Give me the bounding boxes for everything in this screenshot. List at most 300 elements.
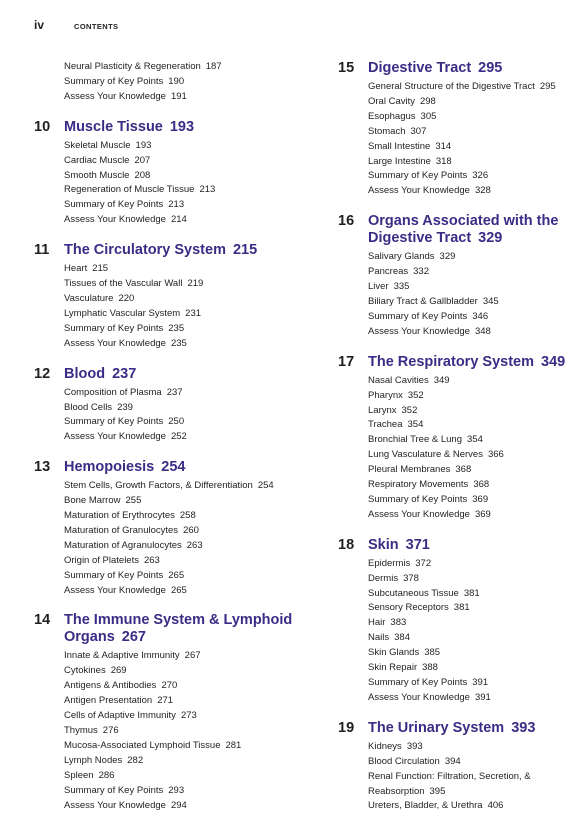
entry-page: 318: [435, 155, 452, 167]
chapter-page: 215: [232, 242, 258, 259]
toc-entry[interactable]: [64, 784, 324, 799]
toc-entry[interactable]: [64, 139, 324, 154]
chapter-entries: [64, 386, 324, 446]
entry-page: 314: [435, 140, 452, 152]
entry-page: 305: [420, 110, 437, 122]
chapter-18: [338, 537, 576, 706]
toc-entry[interactable]: [368, 755, 576, 770]
chapter-number: 13: [34, 459, 51, 476]
chapter-title: Digestive Tract: [368, 60, 472, 76]
entry-title: Nails: [368, 632, 390, 644]
chapter-number: 18: [338, 536, 355, 553]
chapter-title-block: [64, 612, 324, 646]
chapter-title: The Circulatory System: [64, 242, 226, 259]
entry-title: Tissues of the Vascular Wall: [64, 278, 183, 290]
toc-entry[interactable]: [368, 676, 576, 691]
chapter-heading[interactable]: [34, 459, 324, 476]
chapter-number: 14: [34, 612, 51, 629]
toc-entry[interactable]: [64, 494, 324, 509]
entry-page: 335: [393, 281, 410, 293]
toc-entry[interactable]: [64, 554, 324, 569]
entry-title: Ureters, Bladder, & Urethra: [368, 800, 483, 812]
toc-entry[interactable]: [64, 769, 324, 784]
entry-page: 193: [135, 139, 152, 151]
toc-entry[interactable]: [368, 265, 576, 280]
entry-title: Summary of Key Points: [368, 493, 468, 505]
chapter-title: Blood: [64, 365, 106, 382]
entry-title: Assess Your Knowledge: [368, 508, 470, 520]
chapter-page: 295: [478, 60, 503, 76]
chapter-title: Muscle Tissue: [64, 118, 163, 135]
chapter-heading[interactable]: [34, 119, 324, 136]
toc-entry[interactable]: [64, 169, 324, 184]
toc-entry[interactable]: [64, 509, 324, 524]
entry-page: 207: [134, 154, 151, 166]
entry-page: 190: [168, 75, 185, 87]
entry-title: Assess Your Knowledge: [368, 185, 470, 197]
toc-entry[interactable]: [64, 75, 324, 90]
chapter-15: [338, 60, 576, 199]
entry-page: 384: [394, 632, 410, 644]
entry-page: 348: [474, 325, 491, 337]
chapter-17: [338, 354, 576, 523]
right-chapter-list: [338, 60, 576, 814]
entry-page: 383: [390, 617, 407, 629]
chapter-title: Hemopoiesis: [64, 459, 155, 476]
entry-page: 187: [205, 61, 222, 72]
toc-entry[interactable]: [64, 539, 324, 554]
entry-title: Stem Cells, Growth Factors, & Differentiation: [64, 480, 253, 492]
entry-title: Assess Your Knowledge: [64, 584, 166, 596]
toc-entry[interactable]: [368, 155, 576, 170]
entry-title: Summary of Key Points: [64, 322, 164, 334]
entry-page: 276: [102, 725, 119, 736]
entry-page: 329: [439, 251, 456, 263]
chapter-11: [34, 242, 324, 351]
entry-page: 388: [422, 662, 438, 674]
toc-entry[interactable]: [64, 524, 324, 539]
toc-entry[interactable]: [64, 213, 324, 228]
chapter-page: 329: [478, 230, 503, 247]
toc-entry[interactable]: [368, 631, 576, 646]
toc-entry[interactable]: [64, 799, 324, 814]
entry-title: Summary of Key Points: [368, 677, 468, 688]
entry-title: Hair: [368, 617, 386, 629]
entry-page: 369: [472, 493, 489, 505]
chapter-heading[interactable]: [338, 537, 576, 554]
chapter-entries: [368, 557, 576, 706]
entry-title: Lymphatic Vascular System: [64, 307, 181, 319]
entry-page: 352: [407, 389, 424, 401]
entry-title: Antigen Presentation: [64, 695, 153, 707]
entry-page: 273: [180, 710, 197, 722]
entry-page: 191: [170, 90, 187, 102]
entry-title: Lymph Nodes: [64, 754, 123, 766]
entry-page: 345: [482, 295, 499, 307]
toc-entry[interactable]: [64, 337, 324, 352]
entry-page: 368: [455, 464, 472, 476]
entry-title: Bone Marrow: [64, 495, 121, 507]
entry-title: Assess Your Knowledge: [64, 337, 166, 349]
chapter-title-block: [368, 213, 576, 247]
chapter-page: 349: [541, 353, 566, 370]
toc-entry[interactable]: [368, 295, 576, 310]
toc-entry[interactable]: [64, 90, 324, 105]
entry-title: Mucosa-Associated Lymphoid Tissue: [64, 739, 221, 751]
chapter-page: 371: [405, 536, 430, 553]
entry-page: 368: [473, 479, 490, 491]
toc-entry[interactable]: [368, 404, 576, 419]
entry-title: Summary of Key Points: [64, 199, 164, 211]
chapter-number: 16: [338, 213, 355, 230]
entry-page: 281: [225, 739, 242, 751]
entry-page: 406: [487, 800, 504, 812]
entry-title: Larynx: [368, 404, 397, 416]
continued-entries: [64, 60, 324, 105]
entry-title: Composition of Plasma: [64, 386, 162, 398]
chapter-entries: [64, 139, 324, 228]
entry-page: 394: [444, 755, 461, 767]
toc-entry[interactable]: [64, 724, 324, 739]
entry-title: Oral Cavity: [368, 95, 415, 107]
chapter-page: 393: [511, 719, 536, 736]
entry-title: Esophagus: [368, 110, 416, 122]
toc-entry[interactable]: [64, 709, 324, 724]
entry-title: Renal Function: Filtration, Secretion, & Reabsorption: [368, 770, 531, 797]
toc-entry[interactable]: [368, 616, 576, 631]
entry-title: Sensory Receptors: [368, 602, 449, 614]
entry-page: 332: [413, 266, 429, 278]
toc-entry[interactable]: [368, 478, 576, 493]
toc-entry[interactable]: [368, 325, 576, 340]
entry-title: Origin of Platelets: [64, 554, 139, 566]
chapter-13: [34, 459, 324, 598]
toc-entry[interactable]: [368, 169, 576, 184]
entry-page: 381: [463, 587, 480, 599]
chapter-page: 237: [112, 365, 137, 382]
toc-entry[interactable]: [64, 664, 324, 679]
chapter-number: 12: [34, 365, 51, 382]
toc-entry[interactable]: [368, 572, 576, 587]
chapter-number: 19: [338, 719, 355, 736]
right-column: [338, 60, 576, 828]
entry-title: Maturation of Granulocytes: [64, 524, 179, 536]
entry-page: 282: [127, 754, 144, 766]
entry-title: Nasal Cavities: [368, 374, 429, 386]
entry-page: 294: [170, 799, 187, 811]
chapter-heading[interactable]: [34, 366, 324, 383]
toc-entry[interactable]: [368, 770, 553, 800]
entry-page: 366: [487, 449, 504, 461]
entry-title: Assess Your Knowledge: [368, 325, 470, 337]
entry-title: Skin Glands: [368, 647, 420, 659]
toc-entry[interactable]: [64, 277, 324, 292]
chapter-number: 11: [34, 242, 50, 259]
chapter-entries: [64, 479, 324, 598]
toc-entry[interactable]: [368, 433, 576, 448]
toc-entry[interactable]: [64, 401, 324, 416]
toc-entry[interactable]: [368, 448, 576, 463]
chapter-number: 10: [34, 118, 51, 135]
entry-title: Heart: [64, 263, 88, 275]
entry-title: Cardiac Muscle: [64, 154, 130, 166]
toc-entry[interactable]: [64, 694, 324, 709]
entry-page: 263: [186, 539, 203, 551]
toc-entry[interactable]: [368, 799, 576, 814]
entry-page: 307: [410, 125, 427, 137]
toc-entry[interactable]: [368, 601, 576, 616]
entry-page: 213: [199, 184, 216, 196]
toc-entry[interactable]: [368, 389, 576, 404]
entry-page: 265: [170, 584, 187, 596]
entry-page: 270: [161, 680, 178, 692]
entry-page: 395: [429, 785, 446, 797]
toc-entry[interactable]: [64, 569, 324, 584]
entry-page: 231: [185, 307, 202, 319]
chapter-16: [338, 213, 576, 339]
entry-title: Assess Your Knowledge: [368, 691, 470, 703]
entry-title: Blood Circulation: [368, 755, 440, 767]
entry-title: Large Intestine: [368, 155, 431, 167]
entry-title: Summary of Key Points: [64, 569, 164, 581]
chapter-entries: [64, 262, 324, 351]
entry-page: 250: [168, 416, 185, 428]
toc-entry[interactable]: [64, 154, 324, 169]
entry-page: 391: [472, 677, 489, 688]
chapter-number: 17: [338, 353, 355, 370]
toc-entry[interactable]: [368, 250, 576, 265]
chapter-heading[interactable]: [338, 213, 576, 247]
toc-entry[interactable]: [368, 691, 576, 706]
chapter-19: [338, 720, 576, 815]
entry-page: 214: [170, 214, 187, 226]
toc-entry[interactable]: [64, 479, 324, 494]
toc-entry[interactable]: [64, 415, 324, 430]
chapter-12: [34, 366, 324, 446]
entry-page: 260: [183, 524, 199, 536]
entry-title: Kidneys: [368, 740, 402, 752]
toc-entry[interactable]: [368, 140, 576, 155]
entry-page: 354: [467, 434, 483, 446]
entry-page: 346: [472, 310, 489, 322]
entry-title: Antigens & Antibodies: [64, 680, 157, 692]
entry-page: 263: [143, 554, 160, 566]
entry-title: Epidermis: [368, 557, 411, 569]
toc-entry[interactable]: [64, 262, 324, 277]
entry-page: 252: [170, 431, 187, 443]
entry-title: Cells of Adaptive Immunity: [64, 710, 176, 722]
toc-entry[interactable]: [64, 739, 324, 754]
entry-page: 269: [110, 665, 127, 677]
entry-page: 298: [419, 95, 436, 107]
entry-title: Neural Plasticity & Regeneration: [64, 61, 201, 72]
entry-page: 391: [474, 691, 491, 703]
page-number: iv: [34, 18, 45, 32]
entry-page: 265: [168, 569, 185, 581]
chapter-heading[interactable]: [338, 720, 576, 737]
chapter-heading[interactable]: [34, 242, 324, 259]
entry-title: Assess Your Knowledge: [64, 214, 166, 226]
entry-title: Vasculature: [64, 292, 114, 304]
toc-entry[interactable]: [64, 60, 324, 75]
chapter-heading[interactable]: [338, 354, 576, 371]
toc-entry[interactable]: [64, 679, 324, 694]
entry-page: 219: [187, 278, 204, 290]
chapter-title: The Urinary System: [368, 719, 505, 736]
entry-page: 354: [407, 419, 424, 431]
entry-page: 286: [98, 769, 115, 781]
toc-entry[interactable]: [64, 322, 324, 337]
entry-page: 271: [157, 695, 174, 707]
toc-entry[interactable]: [368, 418, 576, 433]
entry-title: Summary of Key Points: [64, 784, 164, 796]
chapter-title-block: [64, 459, 185, 476]
left-column: [34, 60, 324, 827]
chapter-title-block: [64, 366, 136, 383]
toc-entry[interactable]: [64, 754, 324, 769]
entry-page: 372: [415, 557, 432, 569]
toc-entry[interactable]: [64, 198, 324, 213]
entry-title: Salivary Glands: [368, 251, 435, 263]
chapter-entries: [368, 80, 576, 199]
entry-title: Pancreas: [368, 266, 409, 278]
entry-title: Pleural Membranes: [368, 464, 451, 476]
toc-entry[interactable]: [64, 649, 324, 664]
toc-entry[interactable]: [368, 80, 576, 95]
chapter-title: Skin: [368, 536, 399, 553]
entry-page: 239: [117, 401, 133, 413]
entry-page: 267: [184, 650, 201, 662]
entry-title: Thymus: [64, 725, 98, 736]
entry-title: General Structure of the Digestive Tract: [368, 81, 535, 92]
toc-entry[interactable]: [64, 183, 324, 198]
toc-entry[interactable]: [368, 508, 576, 523]
chapter-page: 193: [169, 118, 195, 135]
toc-entry[interactable]: [368, 110, 576, 125]
toc-entry[interactable]: [64, 430, 324, 445]
entry-title: Assess Your Knowledge: [64, 799, 166, 811]
entry-page: 369: [474, 508, 491, 520]
entry-page: 235: [168, 322, 185, 334]
left-chapter-list: [34, 119, 324, 814]
entry-page: 378: [403, 572, 419, 584]
entry-title: Regeneration of Muscle Tissue: [64, 184, 195, 196]
entry-page: 235: [170, 337, 187, 349]
entry-title: Skeletal Muscle: [64, 139, 131, 151]
toc-entry[interactable]: [64, 386, 324, 401]
toc-entry[interactable]: [64, 584, 324, 599]
chapter-entries: [368, 740, 576, 815]
chapter-title-block: [368, 537, 576, 554]
entry-page: 213: [168, 199, 185, 211]
entry-title: Biliary Tract & Gallbladder: [368, 295, 478, 307]
toc-entry[interactable]: [368, 587, 576, 602]
chapter-title-block: [368, 354, 576, 371]
chapter-entries: [64, 649, 324, 813]
entry-title: Spleen: [64, 769, 94, 781]
entry-title: Skin Repair: [368, 662, 418, 674]
entry-title: Summary of Key Points: [368, 310, 468, 322]
entry-title: Innate & Adaptive Immunity: [64, 650, 180, 662]
toc-entry[interactable]: [64, 307, 324, 322]
chapter-title: Organs Associated with the Digestive Tract: [368, 213, 559, 247]
chapter-10: [34, 119, 324, 228]
entry-page: 385: [424, 647, 441, 659]
entry-title: Assess Your Knowledge: [64, 90, 166, 102]
entry-title: Summary of Key Points: [64, 416, 164, 428]
toc-entry[interactable]: [368, 125, 576, 140]
entry-title: Pharynx: [368, 389, 403, 401]
chapter-title-block: [64, 242, 257, 259]
chapter-heading[interactable]: [34, 612, 324, 646]
toc-entry[interactable]: [64, 292, 324, 307]
entry-title: Respiratory Movements: [368, 479, 469, 491]
chapter-page: 254: [161, 459, 186, 476]
entry-title: Assess Your Knowledge: [64, 431, 166, 443]
entry-page: 349: [433, 374, 450, 386]
entry-page: 293: [168, 784, 185, 796]
entry-page: 220: [118, 292, 135, 304]
chapter-entries: [368, 250, 576, 339]
entry-page: 208: [134, 169, 151, 181]
entry-page: 352: [401, 404, 418, 416]
toc-entry[interactable]: [368, 374, 576, 389]
entry-title: Cytokines: [64, 665, 106, 677]
toc-entry[interactable]: [368, 740, 576, 755]
chapter-title-block: [64, 119, 194, 136]
toc-entry[interactable]: [368, 280, 576, 295]
running-head: CONTENTS: [74, 22, 119, 31]
entry-title: Summary of Key Points: [368, 170, 468, 182]
entry-page: 258: [179, 510, 196, 522]
entry-page: 254: [257, 480, 274, 492]
entry-title: Subcutaneous Tissue: [368, 587, 459, 599]
toc-entry[interactable]: [368, 557, 576, 572]
chapter-page: 267: [121, 629, 146, 646]
entry-title: Smooth Muscle: [64, 169, 130, 181]
entry-title: Maturation of Erythrocytes: [64, 510, 175, 522]
chapter-heading[interactable]: [338, 60, 576, 77]
toc-entry[interactable]: [368, 646, 576, 661]
entry-title: Dermis: [368, 572, 399, 584]
chapter-entries: [368, 374, 576, 523]
toc-entry[interactable]: [368, 463, 576, 478]
toc-entry[interactable]: [368, 310, 576, 325]
toc-entry[interactable]: [368, 661, 576, 676]
entry-page: 255: [125, 495, 142, 507]
entry-page: 326: [472, 170, 489, 182]
entry-page: 237: [166, 386, 183, 398]
entry-title: Trachea: [368, 419, 403, 431]
chapter-title: The Immune System & Lymphoid Organs: [64, 612, 293, 646]
entry-page: 381: [453, 602, 470, 614]
entry-page: 295: [539, 81, 556, 92]
toc-entry[interactable]: [368, 493, 576, 508]
entry-title: Maturation of Agranulocytes: [64, 539, 182, 551]
toc-entry[interactable]: [368, 184, 576, 199]
entry-title: Stomach: [368, 125, 406, 137]
chapter-14: [34, 612, 324, 813]
entry-page: 215: [92, 263, 109, 275]
page-header: [34, 18, 118, 32]
entry-title: Liver: [368, 281, 389, 293]
entry-title: Summary of Key Points: [64, 75, 164, 87]
entry-title: Small Intestine: [368, 140, 431, 152]
toc-entry[interactable]: [368, 95, 576, 110]
chapter-title-block: [368, 60, 576, 77]
entry-title: Lung Vasculature & Nerves: [368, 449, 483, 461]
chapter-title-block: [368, 720, 576, 737]
